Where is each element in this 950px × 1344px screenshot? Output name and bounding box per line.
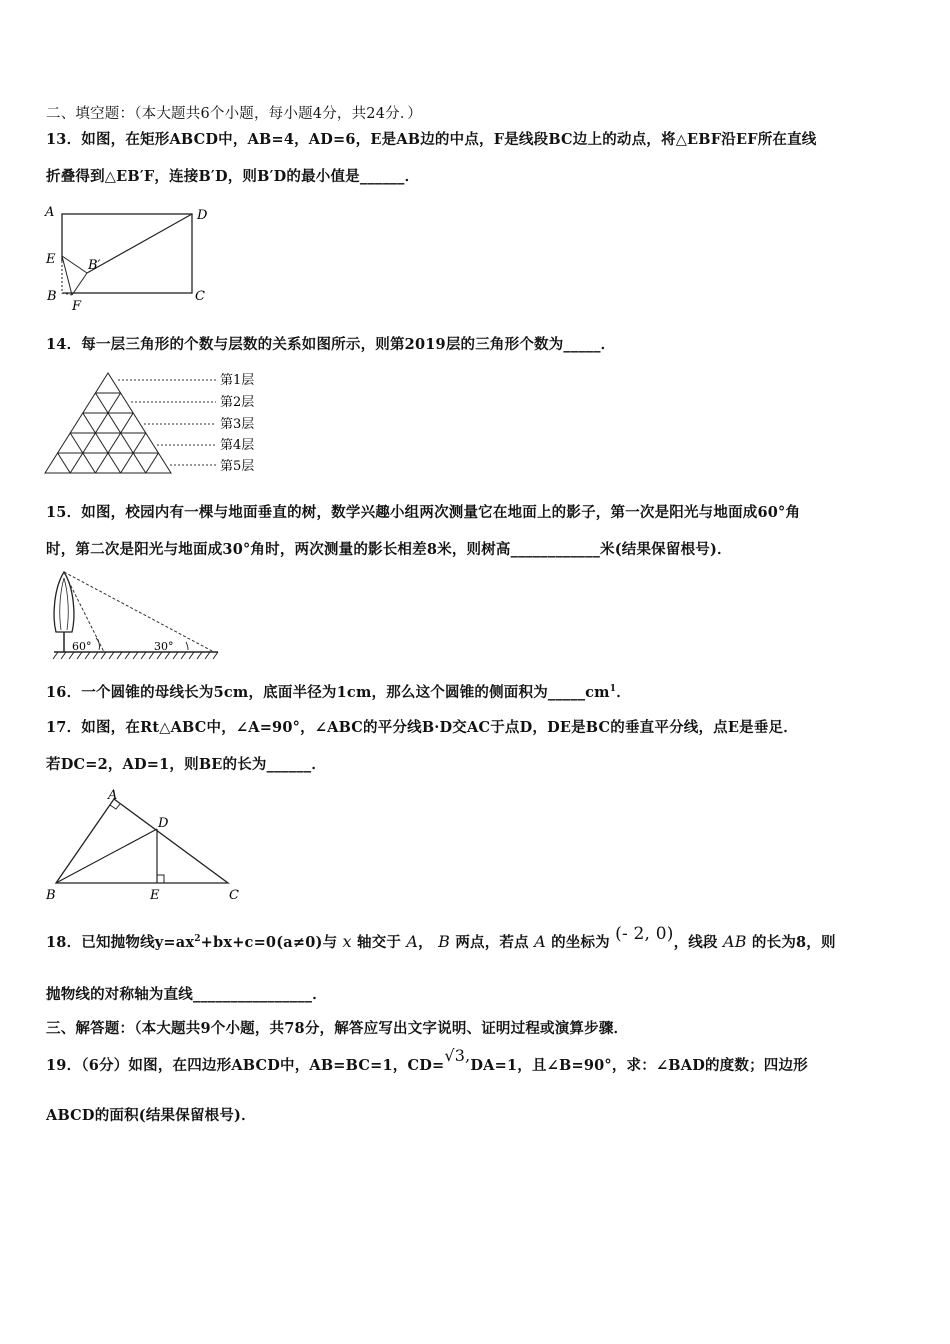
q13-label-B: B <box>47 289 57 304</box>
q14-triangle-figure <box>40 366 280 478</box>
q18-part4: ， <box>418 934 433 951</box>
q17-label-E: E <box>150 888 160 903</box>
q13-label-F: F <box>72 299 82 313</box>
q14-layer-2: 第2层 <box>220 395 255 410</box>
q17-label-D: D <box>158 816 169 831</box>
q16-end: ． <box>616 684 631 701</box>
q15-angle-60: 60° <box>72 640 92 653</box>
q15-line2: 时，第二次是阳光与地面成30°角时，两次测量的影长相差8米，则树高____________米(结果保留根号)． <box>46 541 732 558</box>
q18-point-A: A <box>406 932 419 951</box>
q19-line2: ABCD的面积(结果保留根号)． <box>46 1107 256 1124</box>
q13-line1: 13．如图，在矩形ABCD中，AB=4，AD=6，E是AB边的中点，F是线段BC边上的动点，将△EBF沿EF所在直线 <box>46 131 817 148</box>
q15-tree-figure <box>46 568 231 668</box>
q13-label-A: A <box>45 205 55 220</box>
q17-line1: 17．如图，在Rt△ABC中，∠A=90°，∠ABC的平分线B·D交AC于点D，DE是BC的垂直平分线，点E是垂足． <box>46 719 798 736</box>
q18-part2: +bx+c=0(a≠0)与 <box>200 934 338 951</box>
q16-body: 16．一个圆锥的母线长为5cm，底面半径为1cm，那么这个圆锥的侧面积为_____cm <box>46 684 610 701</box>
q15-line1: 15．如图，校园内有一棵与地面垂直的树，数学兴趣小组两次测量它在地面上的影子，第一次是阳光与地面成60°角 <box>46 504 801 521</box>
q18-line1 <box>46 924 836 952</box>
q14-layer-4: 第4层 <box>220 438 255 453</box>
section-2-heading: 二、填空题：（本大题共6个小题，每小题4分，共24分．） <box>46 106 422 122</box>
q18-point-A2: A <box>534 932 546 951</box>
section-3-heading: 三、解答题：（本大题共9个小题，共78分，解答应写出文字说明、证明过程或演算步骤． <box>46 1020 629 1037</box>
q14-layer-5: 第5层 <box>220 459 255 474</box>
q19-part1: 19．（6分）如图，在四边形ABCD中，AB=BC=1，CD= <box>46 1057 445 1074</box>
q16-unit-exponent: 1 <box>609 684 617 695</box>
q18-coordinate: (- 2, 0) <box>615 924 674 944</box>
q17-label-B: B <box>46 888 56 903</box>
q18-part6: 的坐标为 <box>551 934 610 951</box>
q13-label-E: E <box>46 252 56 267</box>
q18-part8: 的长为8，则 <box>751 934 836 951</box>
q18-point-B: B <box>438 932 451 951</box>
q14-layer-1: 第1层 <box>220 373 255 388</box>
q16-text <box>46 681 631 702</box>
q17-label-C: C <box>229 888 239 903</box>
q18-x-var: x <box>342 932 352 951</box>
q18-exponent: 2 <box>194 934 201 945</box>
q18-line2: 抛物线的对称轴为直线________________． <box>46 986 327 1003</box>
q19-sqrt3: √3, <box>444 1046 471 1065</box>
q17-label-A: A <box>108 788 118 803</box>
q18-part1: 18．已知抛物线y=ax <box>46 934 195 951</box>
q17-line2: 若DC=2，AD=1，则BE的长为______． <box>46 756 327 773</box>
q13-label-C: C <box>195 289 205 304</box>
q19-line1 <box>46 1046 808 1075</box>
q13-rectangle-figure <box>40 203 220 313</box>
q17-triangle-figure <box>42 785 242 905</box>
q18-part5: 两点，若点 <box>455 934 529 951</box>
q14-layer-3: 第3层 <box>220 417 255 432</box>
q18-segment-AB: AB <box>722 932 747 951</box>
q15-angle-30: 30° <box>154 640 174 653</box>
q18-part7: ，线段 <box>673 934 718 951</box>
q13-label-D: D <box>197 208 208 223</box>
q13-label-Bprime: B′ <box>88 258 101 273</box>
q13-line2: 折叠得到△EB′F，连接B′D，则B′D的最小值是______． <box>46 168 420 185</box>
q14-text: 14．每一层三角形的个数与层数的关系如图所示，则第2019层的三角形个数为_____． <box>46 336 616 353</box>
q19-part2: DA=1，且∠B=90°，求：∠BAD的度数；四边形 <box>470 1057 808 1074</box>
q18-part3: 轴交于 <box>357 934 402 951</box>
